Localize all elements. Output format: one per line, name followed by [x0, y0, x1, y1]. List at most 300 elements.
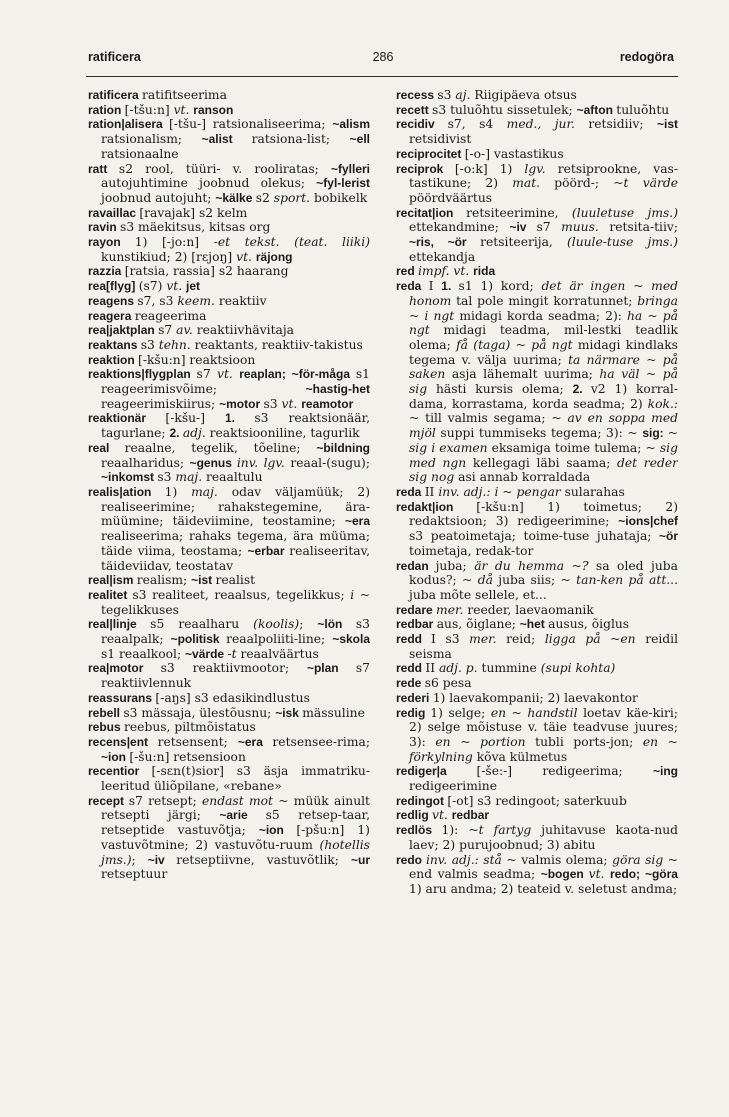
entry-label: endast mot ~ — [202, 793, 294, 808]
entry-headword: ~erbar — [247, 543, 290, 558]
entry-label: med., jur. — [506, 117, 589, 132]
entry-text: bobikelk — [314, 190, 368, 205]
entry-headword: recens|ent — [88, 734, 158, 749]
entry-headword: ~era — [344, 514, 370, 529]
entry-headword: redd — [396, 632, 432, 647]
entry-label: inv. adj.: i ~ pengar — [438, 484, 565, 499]
entry-text: ratifitseerima — [142, 88, 227, 102]
entry-text: [-še:-] redigeerima; — [476, 764, 653, 779]
entry-text: ettekandja — [409, 249, 476, 264]
dictionary-entry — [88, 162, 370, 206]
entry-headword: ~fyl-lerist — [316, 176, 370, 191]
dictionary-entry — [88, 309, 370, 324]
entry-label: ~ sig med ngn — [409, 440, 678, 470]
entry-headword: reda — [396, 484, 425, 499]
entry-headword: reaplan; ~för-måga — [239, 367, 356, 382]
entry-text: retsidiiv; — [588, 117, 657, 132]
entry-headword: real|ism — [88, 573, 137, 588]
entry-headword: rediger|a — [396, 764, 477, 779]
dictionary-entry — [396, 603, 678, 618]
entry-text: tal pole mingit korratunnet; — [456, 293, 638, 308]
page-number: 286 — [372, 50, 394, 64]
entry-label: ~t fartyg — [468, 823, 542, 838]
entry-text: [-pšu:n] 1) vastuvõtmine; 2) vastuvõtu-ruum — [101, 823, 370, 852]
entry-headword: ration — [88, 102, 125, 117]
entry-headword: ~bogen — [540, 867, 589, 882]
entry-headword: reciprocitet — [396, 146, 465, 161]
entry-text: reageerima — [134, 308, 207, 323]
entry-headword: ~skola — [332, 632, 370, 647]
entry-text: [-šu:n] retsensioon — [129, 749, 246, 764]
entry-headword: rayon — [88, 235, 135, 250]
entry-headword: rederi — [396, 690, 433, 705]
entry-headword: redlig — [396, 808, 433, 823]
entry-label: få (taga) ~ på ngt — [456, 337, 578, 352]
dictionary-entry — [88, 661, 370, 690]
dictionary-entry — [88, 794, 370, 882]
entry-text: [-tšu:n] — [124, 102, 174, 117]
entry-headword: ~ris, ~ör — [409, 235, 481, 250]
entry-text: s7, s4 — [447, 117, 507, 132]
entry-text: joobnud autojuht; — [101, 190, 216, 205]
entry-headword: ~politisk — [170, 632, 227, 647]
entry-text: retsensee-rima; — [272, 734, 370, 749]
entry-text: [-aŋs] s3 edasikindlustus — [155, 690, 310, 705]
dictionary-entry — [396, 691, 678, 706]
entry-label: en ~ handstil — [490, 705, 584, 720]
entry-text: reaktsiooniline, tagurlik — [209, 426, 360, 441]
entry-label: vt. — [173, 102, 194, 117]
entry-headword: reamotor — [301, 396, 354, 411]
entry-label: ~ — [627, 426, 643, 441]
dictionary-entry — [396, 485, 678, 500]
entry-headword: reda — [396, 279, 429, 294]
entry-headword: ~ing — [652, 764, 678, 779]
dictionary-entry — [88, 235, 370, 264]
entry-text: suppi tummiseks tegema; 3): — [440, 426, 628, 441]
header-rule — [86, 76, 678, 77]
dictionary-entry — [88, 294, 370, 309]
entry-headword: ~alism — [332, 117, 370, 132]
entry-text: s1 1) kord; — [458, 279, 542, 294]
entry-label: maj. — [175, 470, 207, 485]
entry-text: 1) selge; — [430, 705, 491, 720]
entry-text: ; — [299, 617, 318, 632]
entry-label: maj. — [191, 484, 232, 499]
entry-headword: redakt|ion — [396, 499, 477, 514]
entry-text: II — [424, 484, 439, 499]
entry-text: s3 — [437, 88, 456, 102]
entry-headword: ~afton — [576, 102, 617, 117]
entry-headword: redan — [396, 558, 436, 573]
entry-text: s5 retsep-taar, retseptide vastuvõtja; — [101, 808, 370, 838]
dictionary-entry — [396, 117, 678, 146]
dictionary-entry — [88, 103, 370, 118]
entry-text: s3 reaktiivmootor; — [160, 661, 307, 676]
left-guide-word: ratificera — [88, 50, 141, 64]
entry-text: retsiteerija, — [480, 235, 567, 250]
entry-text: Riigipäeva otsus — [474, 88, 577, 102]
dictionary-entry — [396, 823, 678, 852]
entry-text: [-o:k] 1) — [454, 161, 525, 176]
entry-text: asi annab korraldada — [458, 470, 591, 485]
entry-headword: red — [396, 264, 419, 279]
dictionary-entry — [396, 632, 678, 661]
entry-headword: ~arie — [219, 808, 266, 823]
entry-text: ratsiona-list; — [251, 132, 350, 147]
entry-text: mässuline — [302, 705, 365, 720]
entry-label: adj. p. — [438, 661, 482, 676]
entry-text: s3 peatoimetaja; toime-tuse juhataja; — [409, 529, 659, 544]
entry-headword: ~motor — [219, 396, 264, 411]
dictionary-entry — [396, 88, 678, 103]
entry-label: göra sig ~ — [612, 852, 678, 867]
entry-label: kok.: ~ — [409, 396, 678, 426]
entry-text: s7 reaktiivlennuk — [101, 661, 370, 691]
entry-text: juhitavuse kaota-nud laev; 2) purujoobnud; 3) abitu — [409, 823, 678, 852]
entry-text: s3 — [157, 470, 176, 485]
entry-headword: recett — [396, 102, 433, 117]
entry-text: juba mõte sellele, et... — [409, 587, 547, 602]
entry-headword: ~alist — [201, 132, 252, 147]
entry-headword: ~fylleri — [330, 161, 370, 176]
entry-headword: rebus — [88, 720, 125, 735]
dictionary-entry — [88, 617, 370, 661]
entry-text: v2 1) korral-dama, korrastama, korda seadma; 2) — [409, 382, 678, 411]
entry-text: müük ainult retsepti järgi; — [101, 793, 370, 823]
entry-text: aus, õiglane; — [436, 617, 520, 632]
entry-label: är du hemma ~? — [474, 558, 596, 573]
entry-text: juba siis; — [498, 573, 561, 588]
entry-headword: razzia — [88, 264, 125, 279]
entry-label: mer. — [469, 632, 507, 647]
dictionary-entry — [396, 264, 678, 279]
entry-text: retsensent; — [157, 734, 238, 749]
entry-text: I — [428, 279, 442, 294]
dictionary-entry — [88, 485, 370, 573]
entry-text: reaktants, reaktiiv-takistus — [194, 337, 363, 352]
dictionary-entry — [396, 103, 678, 118]
entry-headword: ranson — [193, 102, 234, 117]
entry-label: ~ då — [462, 573, 499, 588]
entry-label: ha väl ~ på sig — [409, 367, 678, 397]
entry-text: juba; — [435, 558, 475, 573]
dictionary-entry — [396, 794, 678, 809]
entry-label: inv. adj.: stå ~ — [425, 852, 522, 867]
left-column — [88, 88, 370, 1098]
entry-headword: ravin — [88, 220, 121, 235]
dictionary-entry — [396, 559, 678, 603]
entry-label: -t — [227, 646, 241, 661]
entry-text: pöördväärtus — [409, 190, 493, 205]
entry-text: pöörd-; — [554, 176, 614, 191]
entry-text: s1 reageerimisvõime; — [101, 367, 370, 397]
entry-text: ratsionalism; — [101, 132, 202, 147]
dictionary-entry — [396, 162, 678, 206]
right-column — [396, 88, 678, 1098]
entry-headword: redd — [396, 661, 426, 676]
entry-text: [ravajak] s2 kelm — [139, 205, 248, 220]
entry-headword: reaktans — [88, 337, 141, 352]
entry-headword: ~genus — [189, 455, 237, 470]
entry-headword: ~värde — [185, 646, 228, 661]
entry-text: s5 reaalharu — [150, 617, 254, 632]
entry-headword: ~het — [519, 617, 549, 632]
entry-headword: ration|alisera — [88, 117, 169, 132]
entry-text: reaalpoliiti-line; — [226, 632, 333, 647]
entry-headword: sig: — [642, 426, 668, 441]
entry-headword: ~ion — [101, 749, 130, 764]
dictionary-entry — [88, 691, 370, 706]
entry-text: realism; — [136, 573, 192, 588]
dictionary-entry — [88, 220, 370, 235]
entry-headword: rida — [473, 264, 496, 279]
entry-text: s1 reaalkool; — [101, 646, 186, 661]
entry-text: s3 reaalpalk; — [101, 617, 370, 647]
entry-text: tubli ports-jon; — [535, 734, 643, 749]
entry-text: s7 retsept; — [128, 793, 203, 808]
entry-label: ha ~ på ngt — [409, 308, 678, 338]
entry-label: en ~ portion — [435, 734, 536, 749]
entry-text: retsiteerimine, — [466, 205, 572, 220]
entry-headword: redbar — [396, 617, 437, 632]
entry-headword: ~ur — [350, 852, 370, 867]
entry-headword: reaktion — [88, 352, 139, 367]
entry-headword: recentior — [88, 764, 152, 779]
dictionary-entry — [88, 706, 370, 721]
entry-headword: ravaillac — [88, 205, 140, 220]
entry-headword: reaktions|flygplan — [88, 367, 197, 382]
entry-text: kõva külmetus — [476, 749, 568, 764]
entry-text: 1) laevakompanii; 2) laevakontor — [432, 690, 638, 705]
entry-headword: ~iv — [147, 852, 177, 867]
entry-text: s3 mäekitsus, kitsas org — [120, 220, 271, 235]
entry-text: tegelikkuses — [101, 602, 179, 617]
entry-text: II — [425, 661, 439, 676]
entry-label: det är ingen ~ med honom — [409, 279, 678, 308]
entry-headword: rea|jaktplan — [88, 323, 159, 338]
entry-label: det reder sig nog — [409, 455, 678, 485]
entry-text: reeder, laevaomanik — [467, 602, 594, 617]
entry-text: retsidivist — [409, 132, 472, 147]
entry-headword: ratificera — [88, 88, 143, 102]
entry-label: (supi kohta) — [540, 661, 616, 676]
entry-label: keem. — [177, 293, 219, 308]
dictionary-entry — [88, 367, 370, 411]
dictionary-entry — [396, 617, 678, 632]
entry-headword: ~ist — [657, 117, 678, 132]
entry-headword: räjong — [255, 249, 293, 264]
entry-headword: ~lön — [317, 617, 356, 632]
entry-headword: reaktionär — [88, 411, 166, 426]
entry-headword: ~inkomst — [101, 470, 158, 485]
entry-text: 1): — [441, 823, 469, 838]
entry-text: ausus, õiglus — [548, 617, 630, 632]
entry-text: sularahas — [564, 484, 625, 499]
entry-text: [-sɛn(t)sior] s3 äsja immatriku-leeritud üliõpilane, «rebane» — [101, 764, 370, 794]
entry-text: midagi korda seadma; 2): — [459, 308, 627, 323]
entry-text: s3 mässaja, ülestõusnu; — [123, 705, 276, 720]
dictionary-entry — [88, 353, 370, 368]
entry-headword: real|linje — [88, 617, 151, 632]
entry-text: s3 — [140, 337, 159, 352]
dictionary-entry — [88, 573, 370, 588]
entry-label: vt. — [281, 396, 302, 411]
entry-text: s7, s3 — [137, 293, 178, 308]
dictionary-entry — [88, 411, 370, 440]
entry-text: reaktiivhävitaja — [196, 323, 294, 338]
entry-text: [-kšu:n] 1) toimetus; 2) redaktsioon; 3) redigeerimine; — [409, 499, 678, 529]
entry-text: midagi kindlaks tegema v. välja uurima; — [409, 337, 678, 367]
entry-headword: recept — [88, 793, 129, 808]
entry-text: s3 reaktsionäär, tagurlane; — [101, 411, 370, 441]
entry-label: vt. — [217, 367, 240, 382]
entry-label: inv. lgv. — [236, 455, 291, 470]
entry-headword: rea[flyg] — [88, 279, 139, 294]
entry-text: reebus, piltmõistatus — [124, 720, 256, 735]
entry-text: reaalharidus; — [101, 455, 190, 470]
entry-label: (koolis) — [253, 617, 300, 632]
entry-text: 1) [-jo:n] — [134, 235, 214, 250]
entry-text: 1) — [164, 484, 192, 499]
entry-headword: ~ör — [658, 529, 678, 544]
entry-headword: ~bildning — [316, 440, 370, 455]
dictionary-entry — [396, 853, 678, 897]
entry-text: retsita-tiiv; — [609, 220, 678, 235]
dictionary-entry — [88, 279, 370, 294]
dictionary-entry — [88, 264, 370, 279]
entry-headword: redlös — [396, 823, 442, 838]
entry-text: autojuhtimine joobnud olekus; — [101, 176, 317, 191]
entry-headword: reagens — [88, 293, 138, 308]
entry-text: I s3 — [431, 632, 470, 647]
entry-text: tuluõhtu — [616, 102, 670, 117]
entry-text: redigeerimine — [409, 779, 497, 794]
entry-headword: redingot — [396, 793, 448, 808]
entry-text: kunstikiud; 2) [rɛjoŋ] — [101, 249, 237, 264]
entry-headword: 2. — [572, 382, 591, 397]
entry-text: reid; — [506, 632, 545, 647]
entry-label: ~ av en soppa med mjöl — [409, 411, 678, 441]
entry-text: tummine — [481, 661, 541, 676]
entry-headword: rebell — [88, 705, 124, 720]
entry-headword: redbar — [451, 808, 490, 823]
dictionary-entry — [88, 588, 370, 617]
entry-label: muus. — [561, 220, 610, 235]
entry-label: ligga på ~en — [544, 632, 646, 647]
dictionary-entry — [88, 338, 370, 353]
dictionary-entry — [396, 279, 678, 485]
entry-label: ~ tan-ken på att... — [560, 573, 678, 588]
entry-text: s3 — [263, 396, 282, 411]
entry-label: mer. — [436, 602, 468, 617]
running-header — [88, 50, 678, 72]
entry-label: adj. — [182, 426, 210, 441]
entry-text: valmis olema; — [521, 852, 613, 867]
dictionary-entry — [396, 706, 678, 765]
entry-headword: reassurans — [88, 690, 156, 705]
entry-headword: 1. — [224, 411, 255, 426]
entry-text: s3 realiteet, reaalsus, tegelikkus; — [132, 587, 351, 602]
entry-text: retseptuur — [101, 867, 168, 882]
entry-headword: ~era — [237, 734, 273, 749]
entry-label: en ~ förkylning — [409, 734, 678, 764]
entry-headword: redo; ~göra — [610, 867, 678, 882]
entry-text: reaal-(sugu); — [290, 455, 370, 470]
entry-text: s7 — [536, 220, 562, 235]
entry-label: mat. — [512, 176, 555, 191]
entry-text: [-o-] vastastikus — [464, 146, 564, 161]
dictionary-entry — [88, 441, 370, 485]
entry-text: odav väljamüük; 2) realiseerimine; rahakstegemine, ära-müümine; täideviimine, teostamine; — [101, 484, 370, 529]
entry-text: (s7) — [138, 279, 167, 294]
dictionary-entry — [88, 88, 370, 103]
entry-headword: ~plan — [306, 661, 356, 676]
entry-text: reageerimiskiirus; — [101, 396, 220, 411]
right-guide-word: redogöra — [619, 50, 674, 64]
entry-text: s3 tuluõhtu sissetulek; — [432, 102, 577, 117]
entry-text: till valmis segama; — [425, 411, 552, 426]
entry-headword: redo — [396, 852, 426, 867]
entry-text: realiseeritav, täideviidav, teostatav — [101, 543, 370, 573]
entry-text: reaktiiv — [218, 293, 267, 308]
entry-headword: recidiv — [396, 117, 448, 132]
entry-text: midagi teadma, mil-lestki teadlik olema; — [409, 323, 678, 352]
entry-text: [-kšu-] — [165, 411, 225, 426]
entry-text: reaaltulu — [206, 470, 263, 485]
entry-headword: redare — [396, 602, 437, 617]
entry-headword: 1. — [441, 279, 459, 294]
entry-text: sa oled juba kodus?; — [409, 558, 678, 588]
entry-headword: ~ell — [349, 132, 370, 147]
dictionary-entry — [396, 676, 678, 691]
entry-text: [-tšu-] ratsionaliseerima; — [168, 117, 333, 132]
entry-headword: rede — [396, 676, 425, 691]
entry-label: (luuletuse jms.) — [571, 205, 678, 220]
entry-label: ta närmare ~ på saken — [409, 352, 678, 382]
entry-label: (hotellis jms.) — [101, 837, 370, 867]
entry-label: aj. — [455, 88, 475, 102]
entry-text: hästi kursis olema; — [435, 382, 573, 397]
dictionary-entry — [396, 661, 678, 676]
entry-text: loetav käe-kiri; 2) selge mõistuse v. täie teadvuse juures; 3): — [409, 705, 678, 749]
entry-text: 1) aru andma; 2) teateid v. seletust andma; — [409, 881, 678, 896]
entry-text: s6 pesa — [424, 676, 472, 691]
entry-headword: reciprok — [396, 161, 455, 176]
entry-label: ~ sig i examen — [409, 426, 678, 455]
dictionary-entry — [88, 764, 370, 793]
entry-label: -et tekst. (teat. liiki) — [213, 235, 370, 250]
dictionary-entry — [88, 117, 370, 161]
entry-label: vt. — [236, 249, 256, 264]
entry-headword: 2. — [169, 426, 183, 441]
entry-label: impf. vt. — [418, 264, 474, 279]
dictionary-entry — [88, 206, 370, 221]
entry-text: ratsionaalne — [101, 146, 179, 161]
entry-headword: ~kälke — [215, 190, 256, 205]
entry-headword: rea|motor — [88, 661, 161, 676]
entry-headword: ratt — [88, 161, 119, 176]
entry-text: toimetaja, redak-tor — [409, 543, 534, 558]
entry-label: lgv. — [524, 161, 558, 176]
entry-headword: reagera — [88, 308, 135, 323]
entry-text: [-ot] s3 redingoot; saterkuub — [447, 793, 627, 808]
dictionary-entry — [396, 808, 678, 823]
dictionary-entry — [88, 720, 370, 735]
entry-text: reidil seisma — [409, 632, 678, 661]
entry-label: ~t värde — [613, 176, 678, 191]
entry-headword: jet — [186, 279, 201, 294]
